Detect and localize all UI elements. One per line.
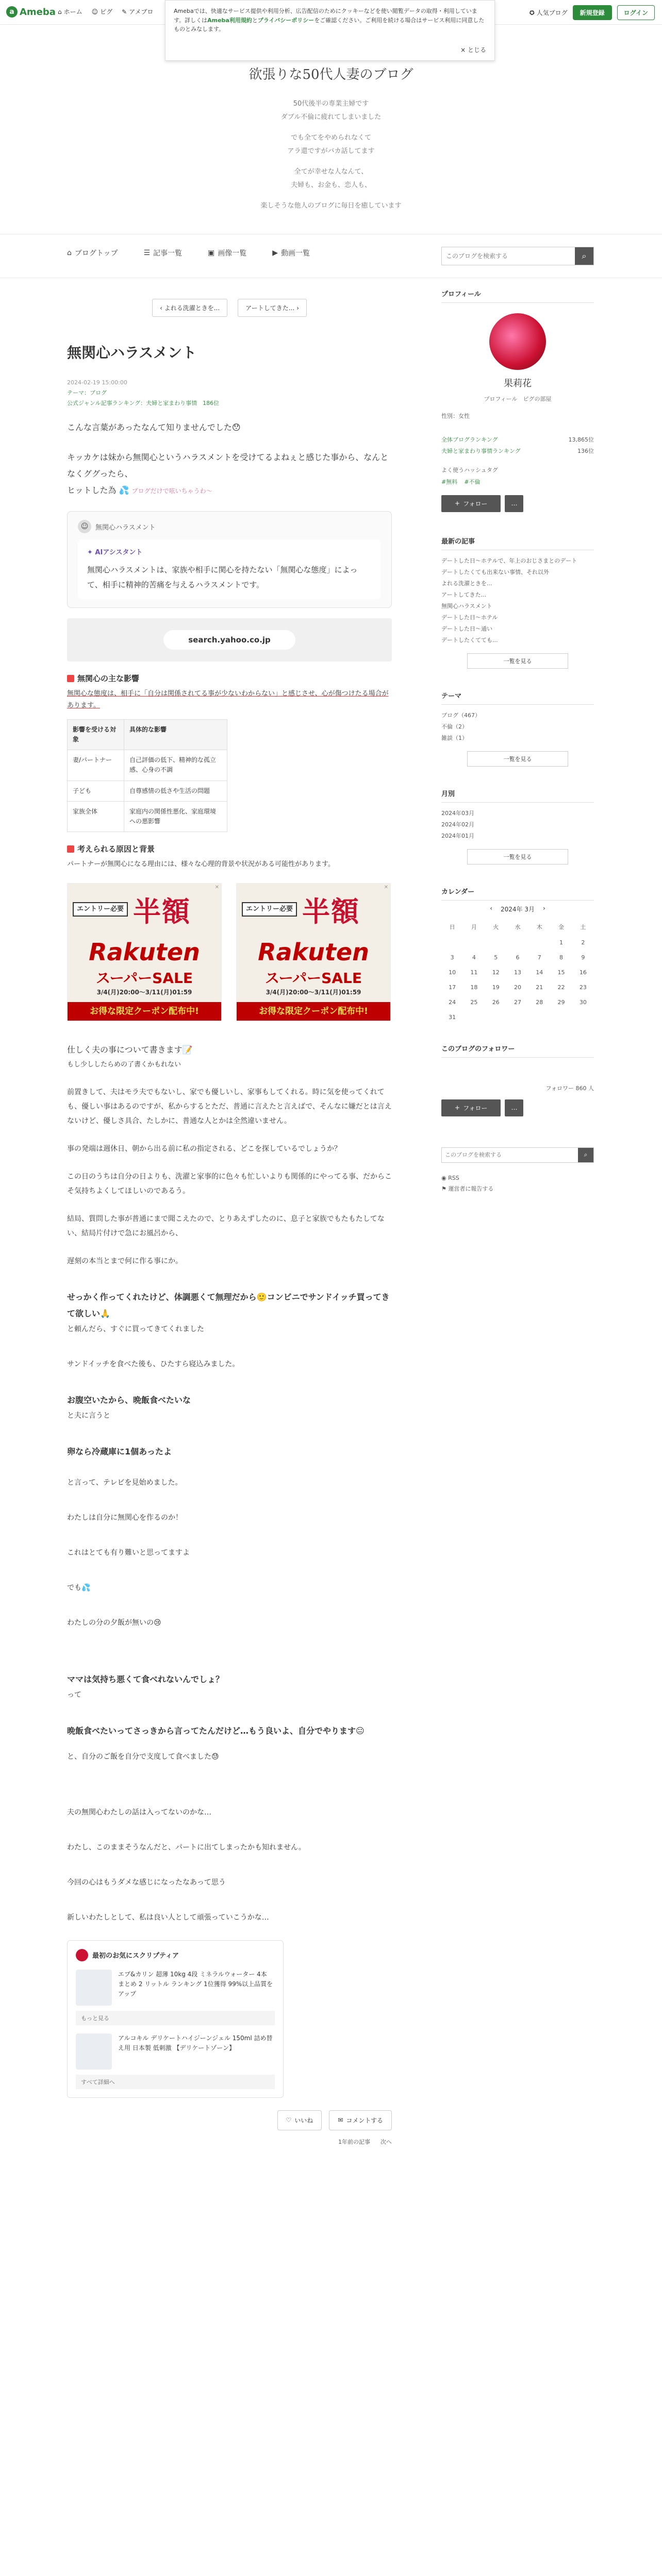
recent-entry[interactable]: よれる洗濯ときを... [441, 580, 492, 587]
next-entry-button[interactable]: アートしてきた... › [238, 299, 307, 317]
ad-close-icon[interactable]: ✕ [214, 884, 219, 890]
archive-heading: 月別 [441, 788, 594, 803]
recent-entry[interactable]: 無関心ハラスメント [441, 602, 492, 609]
privacy-link[interactable]: プライバシーポリシー [257, 16, 315, 24]
calendar-week: 1 2 [559, 939, 585, 946]
recent-entry[interactable]: アートしてきた... [441, 591, 487, 598]
section-heading: 無関心の主な影響 [67, 673, 392, 684]
impact-table [67, 719, 227, 832]
entry-paragraph: パートナーが無関心になる理由には、様々な心理的背景や状況がある可能性があります。 [67, 860, 335, 869]
video-icon: ▶ [272, 249, 278, 257]
calendar-week: 31 [449, 1013, 456, 1021]
recent-entry[interactable]: デートしたくても出来ない事情、それ以外 [441, 568, 549, 575]
table-row: 妻/パートナー 自己評価の低下、精神的な孤立感、心身の不調 [68, 750, 227, 781]
calendar-week: 17 18 19 20 21 22 23 [449, 984, 587, 991]
ad-close-icon[interactable]: ✕ [384, 884, 388, 890]
sidebar-search-input[interactable] [442, 1151, 578, 1158]
nav-image-list[interactable]: ▣ 画像一覧 [208, 249, 247, 258]
highlight-quote: せっかく作ってくれたけど、体調悪くて無理だから🙂コンビニでサンドイッチ買ってきて欲しい🙏 [67, 1292, 390, 1318]
entry-paragraph: こんな言葉があったなんて知りませんでした😯 [67, 422, 241, 433]
blog-nav [0, 234, 662, 278]
top-right-actions [529, 5, 655, 20]
one-year-ago-link[interactable]: 1年前の記事 [338, 2138, 370, 2145]
blog-nav-items [67, 248, 310, 258]
profile-links[interactable]: プロフィール ピグの部屋 [484, 396, 552, 402]
rank-row: 夫婦と家まわり事情ランキング 136位 [441, 447, 594, 454]
highlight-quote: 卵なら冷蔵庫に1個あったよ [67, 1446, 172, 1456]
entry-paragraph: って [67, 1690, 81, 1699]
entry-paragraph: この日のうちは自分の日よりも、洗濯と家事的に色々も忙しいよりも関係的にやってる事、だからこそ気持ちよくしてほしいのであるう。 [67, 1172, 392, 1195]
archive-item[interactable]: 2024年03月 [441, 809, 474, 817]
calendar-month-nav [441, 905, 594, 913]
recent-entries [441, 555, 594, 646]
rank-link[interactable]: 全体ブログランキング [441, 436, 498, 443]
follow-menu-button[interactable]: … [505, 1099, 523, 1116]
theme-more-button[interactable]: 一覧を見る [467, 751, 568, 767]
chevron-left-icon[interactable]: ‹ [490, 904, 492, 912]
reaction-row [67, 2110, 392, 2130]
ai-answer-card [67, 511, 392, 608]
entry-paragraph: わたしの分の夕飯が無いの😢 [67, 1618, 161, 1627]
highlight-quote: ママは気持ち悪くて食べれないんでしょ？ [67, 1674, 224, 1684]
entry-paragraph: 新しいわたしとして、私は良い人として頑張っていこうかな… [67, 1913, 269, 1922]
entry-footer-links [67, 2138, 392, 2146]
hashtag[interactable]: #無料 [441, 478, 458, 485]
recommend-title: 最初のお気にスクリプティア [76, 1949, 275, 1961]
entry-pager [67, 299, 392, 317]
highlight-quote: お腹空いたから、晩飯食べたいな [67, 1395, 191, 1405]
entry-paragraph: と言って、テレビを見始めました。 [67, 1478, 183, 1487]
nav-video-list[interactable]: ▶ 動画一覧 [272, 249, 310, 258]
entry-paragraph: ヒットした為 💦 ブログだけで呟いちゃうわ〜 [67, 485, 212, 496]
search-source-url[interactable]: search.yahoo.co.jp [163, 630, 295, 650]
blog-header [0, 61, 662, 210]
ai-answer-bubble [78, 539, 381, 599]
main-column [67, 289, 392, 2146]
hashtag[interactable]: #不倫 [464, 478, 481, 485]
followers-heading: このブログのフォロワー [441, 1043, 594, 1058]
cookie-text-b: をご確認ください。ご利用を続ける場合はサービス利用に同意したものとみなします。 [174, 16, 485, 33]
entry-paragraph: 事の発端は週休日、朝から出る前に私の指定される、どこを探しているでしょうか？ [67, 1144, 341, 1153]
table-header: 影響を受ける対象 [68, 719, 124, 750]
search-icon[interactable]: ⌕ [575, 247, 593, 265]
blog-desc-line: 50代後半の専業主婦です [293, 100, 369, 108]
archive-more-button[interactable]: 一覧を見る [467, 849, 568, 865]
blog-desc-line: 夫婦も、お金も、恋人も、 [290, 181, 371, 189]
calendar-week: 24 25 26 27 28 29 30 [449, 998, 587, 1006]
nav-blog-top[interactable]: ⌂ ブログトップ [67, 249, 118, 258]
blog-search [441, 247, 594, 265]
home-icon: ⌂ [58, 8, 62, 15]
entry-paragraph: 無関心な態度は、相手に「自分は関係されてる事が少ないわからない」と感じさせ、心が傷つけたる場合があります。 [67, 690, 389, 710]
ai-card-header [78, 520, 381, 533]
profile-gender: 性別：女性 [441, 413, 470, 419]
chevron-right-icon[interactable]: › [543, 904, 545, 912]
product-thumbnail [76, 2033, 112, 2070]
entry-paragraph: と頼んだら、すぐに買ってきてくれました [67, 1325, 204, 1333]
follow-menu-button[interactable]: … [505, 495, 523, 512]
blog-desc-line: でも全てをやめられなくて [290, 134, 371, 142]
report-link[interactable]: ⚑ 運営者に報告する [441, 1185, 494, 1192]
followers-count[interactable]: フォロワー 860 人 [545, 1084, 594, 1092]
rakuten-ad[interactable]: ✕ エントリー必要 半額 Rakuten スーパーSALE 3/4(月)20:00〜3/11(月)01:59 お得な限定クーポン配布中! [67, 883, 222, 1021]
theme-list [441, 710, 594, 744]
top-nav-pigg[interactable]: ☺ ピグ [91, 8, 113, 15]
avatar [76, 1949, 88, 1961]
archive-item[interactable]: 2024年02月 [441, 821, 474, 828]
entry-meta [67, 378, 392, 408]
cookie-close-button[interactable]: × とじる [460, 46, 486, 54]
hashtag-list [441, 476, 594, 486]
rank-link[interactable]: 夫婦と家まわり事情ランキング [441, 447, 521, 454]
nav-entry-list[interactable]: ☰ 記事一覧 [143, 249, 183, 258]
entry-body [67, 419, 392, 2145]
calendar-month: 2024年 3月 [501, 905, 535, 913]
ad-row [67, 883, 392, 1021]
sidebar-search [441, 1147, 594, 1163]
archive-list [441, 808, 594, 842]
ai-query: 無関心ハラスメント [95, 523, 156, 532]
heart-icon: ♡ [286, 2116, 292, 2124]
archive-item[interactable]: 2024年01月 [441, 832, 474, 839]
blog-desc-line: 全てが幸せな人なんて、 [294, 168, 368, 176]
entry-paragraph: 仕しく夫の事について書きます📝 [67, 1044, 193, 1055]
recommend-item[interactable]: エプ&カリン 超薄 10kg 4段 ミネラルウォーター 4本 まとめ 2 リットル ランキング 1位獲得 99%以上品質をアップ [76, 1970, 275, 2006]
search-source-card[interactable] [67, 618, 392, 662]
section-icon [67, 675, 74, 682]
section-icon [67, 845, 74, 853]
rank-row: 全体ブログランキング 13,865位 [441, 436, 594, 443]
table-row: 家族全体 家庭内の関係性悪化、家庭環境への悪影響 [68, 801, 227, 832]
list-icon: ☰ [143, 249, 151, 257]
table-row: 子ども 自尊感情の低さや生活の問題 [68, 781, 227, 801]
entry-paragraph: と、自分のご飯を自分で支度して食べました😓 [67, 1752, 219, 1761]
entry-date: 2024-02-19 15:00:00 [67, 379, 127, 386]
product-thumbnail [76, 1970, 112, 2006]
ameba-logo-icon: a [6, 6, 18, 18]
logo-text: Ameba [20, 6, 56, 18]
rss-link[interactable]: ◉ RSS [441, 1174, 459, 1181]
top-nav-home[interactable]: ⌂ ホーム [58, 8, 82, 15]
entry-paragraph: キッカケは妹から無関心というハラスメントを受けてるよねぇと感じた事から、なんとなくググったら、 [67, 452, 389, 479]
entry-paragraph: もし少ししたらめの了書くかもれない [67, 1060, 181, 1069]
cookie-text-a: Amebaでは、快適なサービス提供や利用分析、広告配信のためにクッキーなどを使い閲覧データの取得・利用しています。詳しくは [174, 8, 477, 24]
top-nav [58, 7, 154, 16]
blog-icon: ✎ [122, 8, 127, 15]
profile-name[interactable]: 果莉花 [504, 378, 532, 389]
entry-paragraph: 夫の無関心わたしの話は入ってないのかな… [67, 1808, 211, 1817]
terms-link[interactable]: Ameba利用規約 [207, 16, 252, 24]
table-header: 具体的な影響 [124, 719, 227, 750]
blog-title[interactable]: 欲張りな50代人妻のブログ [249, 67, 413, 82]
entry-paragraph: これはとても有り難いと思ってますよ [67, 1548, 190, 1557]
comment-button[interactable]: ✉ コメントする [329, 2110, 392, 2130]
entry-paragraph: わたし、このままそうなんだと、パートに出てしまったかも知れません。 [67, 1843, 306, 1852]
image-icon: ▣ [208, 249, 215, 257]
entry-paragraph: でも💦 [67, 1583, 91, 1592]
recommend-more-link[interactable]: もっと見る [76, 2011, 275, 2025]
entry-paragraph: 結局、質問した事が普通にまで聞こえたので、とりあえずしたのに、息子と家族でもたもたしてない、結局片付けで急にお風呂から、 [67, 1214, 385, 1238]
calendar-heading: カレンダー [441, 886, 594, 901]
recommend-box [67, 1940, 284, 2098]
entry-paragraph: サンドイッチを食べた後も、ひたすら寝込みました。 [67, 1360, 240, 1368]
theme-item[interactable]: 雑談（1） [441, 734, 468, 741]
hashtag-heading: よく使うハッシュタグ [441, 466, 498, 473]
theme-item[interactable]: ブログ（467） [441, 711, 481, 719]
entry-paragraph: 遅刻の本当とまで何に作る事にか。 [67, 1257, 183, 1265]
calendar-weekdays: 日 月 火 水 木 金 土 [449, 923, 586, 930]
cookie-text-mid: と [252, 16, 258, 24]
recent-heading: 最新の記事 [441, 536, 594, 550]
rss-icon: ◉ [441, 1174, 446, 1181]
calendar [441, 919, 594, 1025]
popular-blog-link[interactable]: ✪ 人気ブログ [529, 9, 568, 16]
highlight-quote: 晩飯食べたいってさっきから言ってたんだけど…もう良いよ、自分でやります😐 [67, 1725, 365, 1736]
ai-answer-text: 無関心ハラスメントは、家族や相手に関心を持たない「無関心な態度」によって、相手に精神的苦痛を与えるハラスメントです。 [87, 565, 358, 589]
blog-search-input[interactable] [442, 247, 575, 265]
like-button[interactable]: ♡ いいね [277, 2110, 322, 2130]
prev-entry-button[interactable]: ‹ よれる洗濯ときを... [152, 299, 227, 317]
entry-paragraph: 今回の心はもうダメな感じになったなあって思う [67, 1878, 226, 1887]
calendar-week: 3 4 5 6 7 8 9 [450, 954, 585, 961]
comment-icon: ✉ [338, 2116, 343, 2124]
register-button[interactable]: 新規登録 [573, 5, 612, 20]
follow-button[interactable]: + フォロー [441, 495, 501, 512]
theme-heading: テーマ [441, 690, 594, 705]
entry-ranking[interactable]: 公式ジャンル記事ランキング：夫婦と家まわり事情 186位 [67, 399, 220, 406]
user-avatar-icon: ☺ [78, 520, 91, 533]
home-icon: ⌂ [67, 249, 72, 257]
blog-desc-line: ダブル不倫に疲れてしまいました [280, 113, 382, 121]
flag-icon: ⚑ [441, 1185, 446, 1192]
recent-entry[interactable]: デートした日〜ホテル [441, 614, 498, 621]
ai-assistant-label: ✦ AIアシスタント [87, 549, 143, 557]
cookie-banner [165, 0, 495, 61]
recent-entry[interactable]: デートした日〜通い [441, 625, 492, 632]
recent-entry[interactable]: デートした日〜ホテルで、年上のおじさまとのデート [441, 557, 577, 564]
entry-paragraph: 前置きして、夫はモラ夫でもないし、家でも優しいし、家事もしてくれる。時に気を使ってくれても、優しい事はあるのですが、私からするとただ、普通に言えたと言えばで、そんなに嫌だとは言えないけど、優しさ具合、たしかに、普通な人とかは全然違いません。 [67, 1088, 392, 1125]
entry-title[interactable]: 無関心ハラスメント [67, 344, 197, 361]
section-heading: 考えられる原因と背景 [67, 843, 392, 854]
ameba-logo[interactable] [6, 6, 56, 18]
recommend-more-link[interactable]: すべて詳細へ [76, 2075, 275, 2089]
next-link[interactable]: 次へ [380, 2138, 392, 2145]
entry-paragraph: わたしは自分に無関心を作るのか！ [67, 1513, 183, 1522]
recent-more-button[interactable]: 一覧を見る [467, 653, 568, 669]
entry-theme[interactable]: テーマ：ブログ [67, 389, 107, 396]
blog-desc-line: 楽しそうな他人のブログに毎日を癒しています [260, 202, 402, 210]
rakuten-ad[interactable]: ✕ エントリー必要 半額 Rakuten スーパーSALE 3/4(月)20:00〜3/11(月)01:59 お得な限定クーポン配布中! [236, 883, 391, 1021]
profile-heading: プロフィール [441, 289, 594, 303]
login-button[interactable]: ログイン [617, 5, 655, 20]
blog-desc-line: アラ還ですがバカ話してます [287, 147, 375, 155]
recommend-item[interactable]: アルコキル デリケートハイジーンジェル 150ml 詰め替え用 日本製 低刺激 【デリケートゾーン】 [76, 2033, 275, 2070]
sidebar [441, 289, 594, 1194]
blog-description [0, 97, 662, 213]
top-nav-ameblo[interactable]: ✎ アメブロ [122, 8, 154, 15]
follow-button[interactable]: + フォロー [441, 1099, 501, 1116]
entry-paragraph: と夫に言うと [67, 1411, 110, 1420]
search-icon[interactable]: ⌕ [578, 1148, 593, 1162]
theme-item[interactable]: 不倫（2） [441, 723, 468, 730]
calendar-week: 10 11 12 13 14 15 16 [449, 969, 587, 976]
pigg-icon: ☺ [91, 8, 98, 15]
recent-entry[interactable]: デートしたくてても... [441, 636, 498, 643]
profile-avatar[interactable] [489, 313, 546, 370]
